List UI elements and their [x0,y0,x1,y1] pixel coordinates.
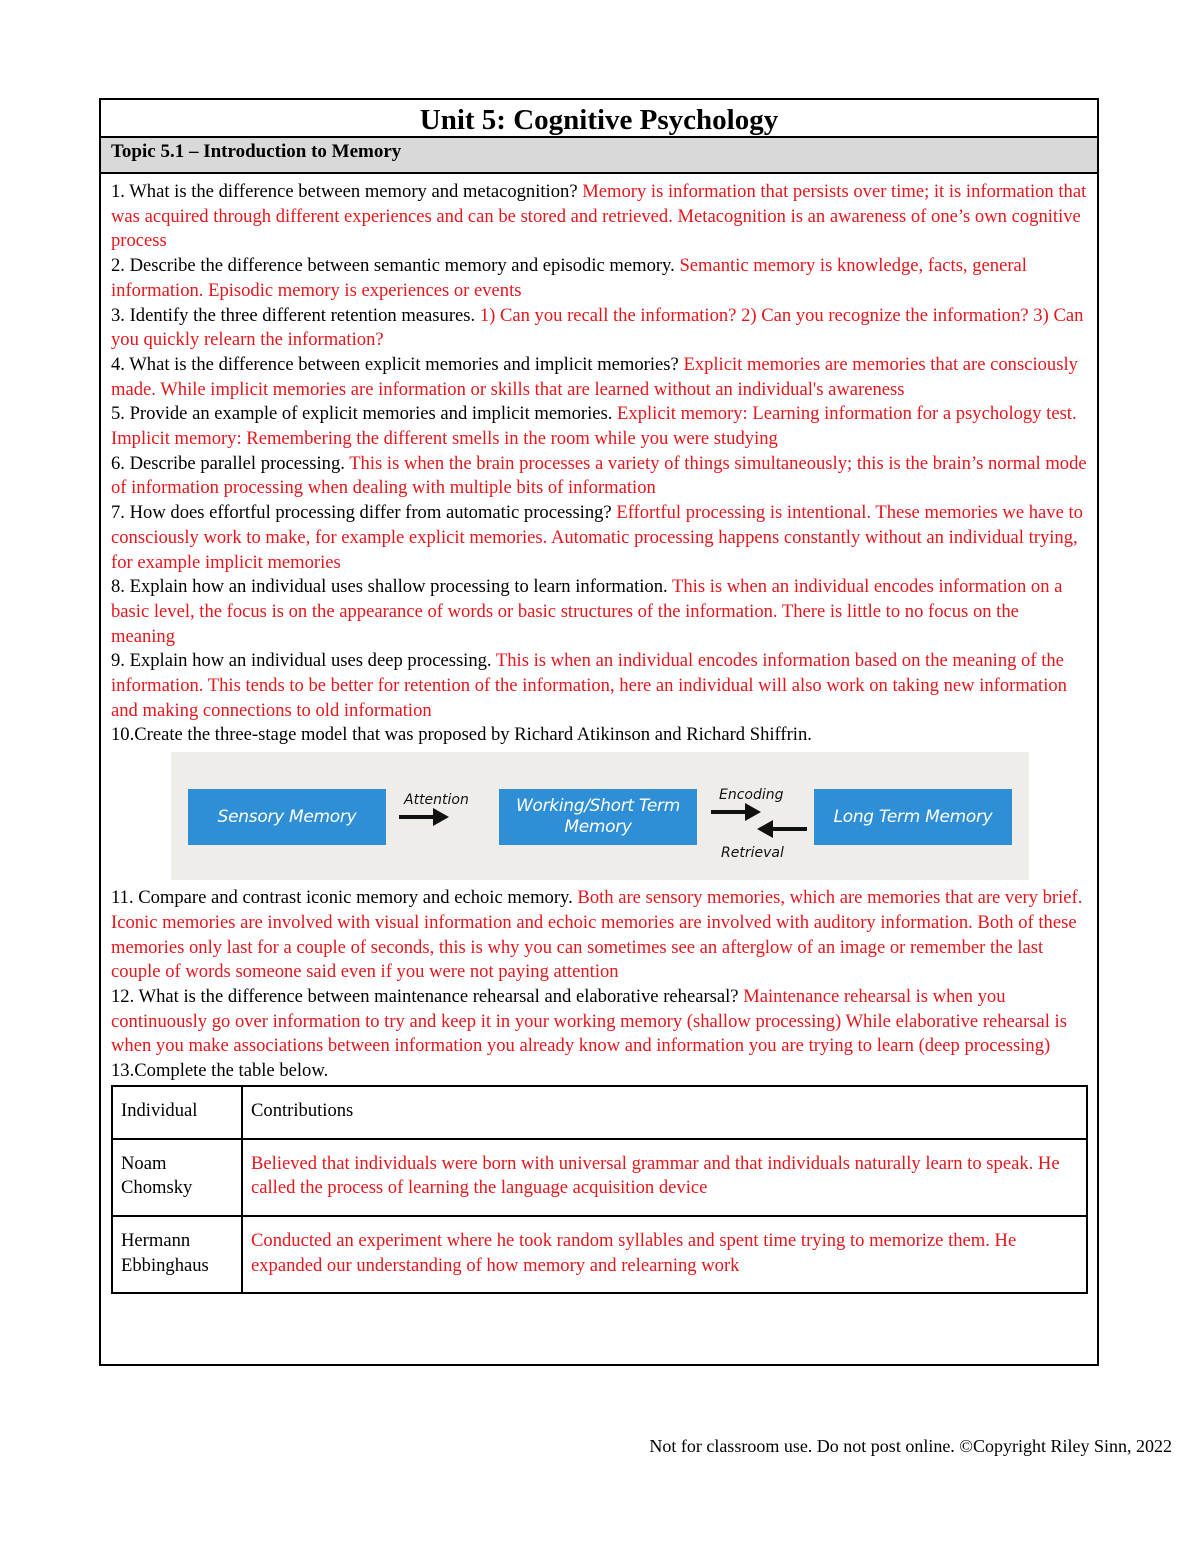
question-1: 1. What is the difference between memory and metacognition? Memory is information that persists over time; it is information that was acquired through different experiences and can be stored and retrieved. Metacognition is an awareness of one’s own cognitive process [111,181,1087,252]
attention-label: Attention [404,792,469,809]
answer-2: Semantic memory is knowledge, facts, general information. Episodic memory is experiences or events [111,255,1027,301]
worksheet-frame [99,98,1099,1366]
long-term-memory-box: Long Term Memory [814,789,1012,845]
question-6: 6. Describe parallel processing. This is when the brain processes a variety of things simultaneously; this is the brain’s normal mode of information processing when dealing with multiple bits of information [111,452,1087,499]
table-header-row [112,1086,1087,1139]
answer-5: Explicit memory: Learning information for a psychology test. Implicit memory: Remembering the different smells in the room while you were studying [111,403,1077,450]
table-row [112,1139,1087,1216]
header-individual: Individual [112,1086,242,1139]
answer-6: This is when the brain processes a variety of things simultaneously; this is the brain’s normal mode of information processing when dealing with multiple bits of information [111,452,1087,499]
encoding-arrow-icon [711,802,763,822]
retrieval-arrow-icon [757,819,809,839]
question-3: 3. Identify the three different retention measures. 1) Can you recall the information? 2) Can you recognize the information? 3) Can you quickly relearn the information? [111,304,1084,351]
question-5: 5. Provide an example of explicit memories and implicit memories. Explicit memory: Learning information for a psychology test. Implicit memory: Remembering the different smells in the room while you were studying [111,403,1077,450]
answer-8: This is when an individual encodes information on a basic level, the focus is on the appearance of words or basic structures of the information. There is little to no focus on the meaning [111,576,1063,647]
answer-11: Both are sensory memories, which are memories that are very brief. Iconic memories are involved with visual information and echoic memories are involved with auditory information. Both of these memories only last for a couple of seconds, this is why you can sometimes see an afterglow of an image or remember the last couple of words someone said even if you were not paying attention [111,887,1083,983]
individual-cell: Noam Chomsky [112,1139,242,1216]
answer-9: This is when an individual encodes information based on the meaning of the information. This tends to be better for retention of the information, here an individual will also work on taking new information and making connections to old information [111,650,1067,721]
retrieval-label: Retrieval [721,845,784,862]
contributions-table [111,1085,1088,1295]
question-7: 7. How does effortful processing differ from automatic processing? Effortful processing is intentional. These memories we have to consciously work to make, for example explicit memories. Automatic processing happens constantly without an individual trying, for example implicit memories [111,502,1083,573]
question-9: 9. Explain how an individual uses deep processing. This is when an individual encodes information based on the meaning of the information. This tends to be better for retention of the information, here an individual will also work on taking new information and making connections to old information [111,650,1067,721]
header-contributions: Contributions [242,1086,1087,1139]
topic-heading: Topic 5.1 – Introduction to Memory [101,138,1097,174]
working-memory-box: Working/Short Term Memory [499,789,697,845]
sensory-memory-box: Sensory Memory [188,789,386,845]
contribution-cell: Conducted an experiment where he took random syllables and spent time trying to memorize them. He expanded our understanding of how memory and relearning work [242,1216,1087,1293]
question-13: 13.Complete the table below. [111,1060,329,1082]
individual-cell: Hermann Ebbinghaus [112,1216,242,1293]
question-10: 10.Create the three-stage model that was proposed by Richard Atikinson and Richard Shiffrin. [111,724,812,746]
attention-arrow-icon [399,807,451,827]
encoding-label: Encoding [719,787,784,804]
contribution-cell: Believed that individuals were born with universal grammar and that individuals naturally learn to speak. He called the process of learning the language acquisition device [242,1139,1087,1216]
question-11: 11. Compare and contrast iconic memory and echoic memory. Both are sensory memories, which are memories that are very brief. Iconic memories are involved with visual information and echoic memories are involved with auditory information. Both of these memories only last for a couple of seconds, this is why you can sometimes see an afterglow of an image or remember the last couple of words someone said even if you were not paying attention [111,887,1083,983]
answer-12: Maintenance rehearsal is when you continuously go over information to try and keep it in your working memory (shallow processing) While elaborative rehearsal is when you make associations between information you already know and information you are trying to learn (deep processing) [111,985,1067,1057]
answer-1: Memory is information that persists over time; it is information that was acquired through different experiences and can be stored and retrieved. Metacognition is an awareness of one’s own cognitive process [111,181,1087,252]
answer-7: Effortful processing is intentional. These memories we have to consciously work to make, for example explicit memories. Automatic processing happens constantly without an individual trying, for example implicit memories [111,502,1083,573]
page-title: Unit 5: Cognitive Psychology [101,100,1097,138]
answer-3: 1) Can you recall the information? 2) Can you recognize the information? 3) Can you quickly relearn the information? [111,304,1084,351]
question-8: 8. Explain how an individual uses shallow processing to learn information. This is when an individual encodes information on a basic level, the focus is on the appearance of words or basic structures of the information. There is little to no focus on the meaning [111,576,1063,647]
memory-model-diagram [111,750,1087,884]
diagram-image [171,752,1029,880]
copyright-footer: Not for classroom use. Do not post online. ©Copyright Riley Sinn, 2022 [649,1436,1172,1456]
question-12: 12. What is the difference between maintenance rehearsal and elaborative rehearsal? Maintenance rehearsal is when you continuously go over information to try and keep it in your working memory (shallow processing) While elaborative rehearsal is when you make associations between information you already know and information you are trying to learn (deep processing) [111,985,1067,1057]
question-2: 2. Describe the difference between semantic memory and episodic memory. Semantic memory is knowledge, facts, general information. Episodic memory is experiences or events [111,255,1027,301]
worksheet-content [101,174,1097,1294]
question-4: 4. What is the difference between explicit memories and implicit memories? Explicit memories are memories that are consciously made. While implicit memories are information or skills that are learned without an individual's awareness [111,353,1078,400]
answer-4: Explicit memories are memories that are consciously made. While implicit memories are information or skills that are learned without an individual's awareness [111,353,1078,400]
table-row [112,1216,1087,1293]
